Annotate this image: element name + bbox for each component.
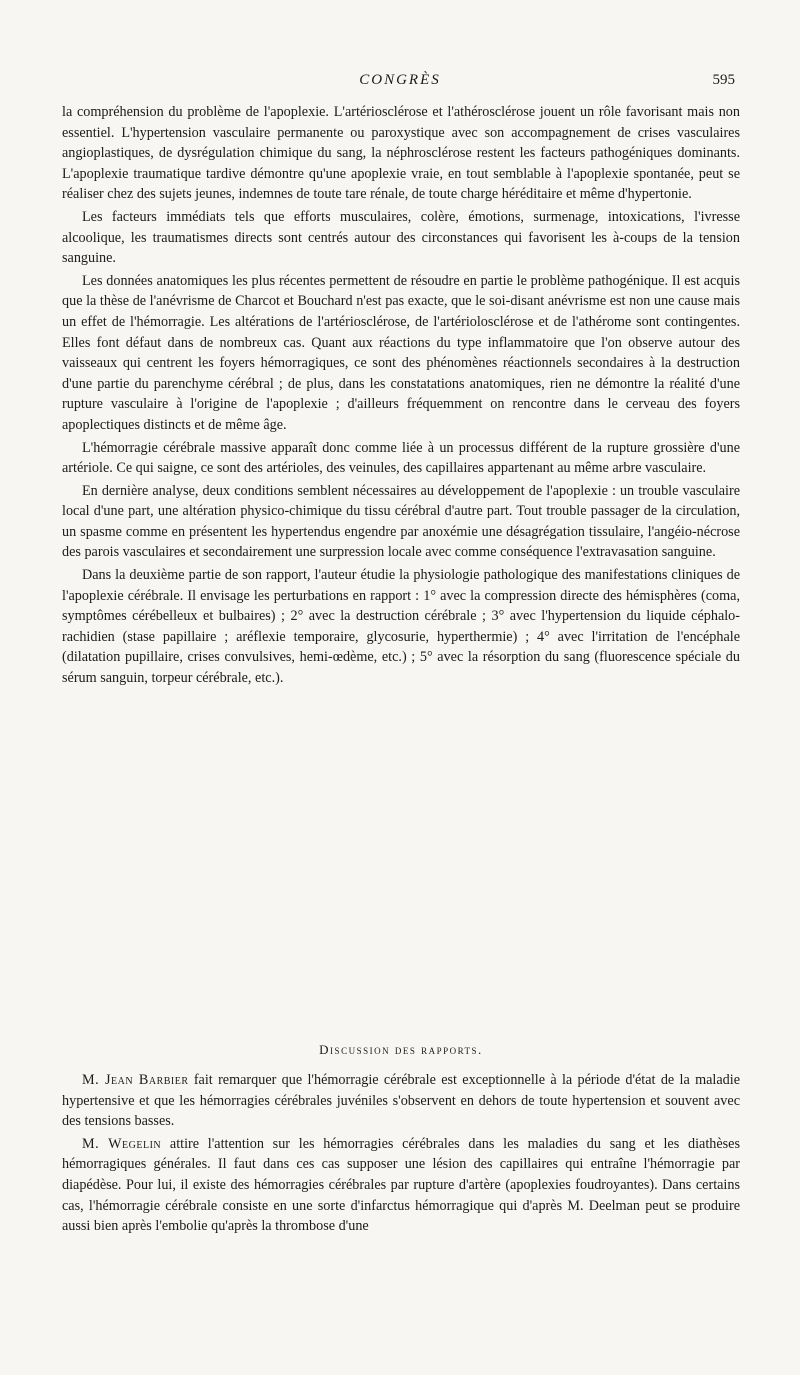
report-summary: [62, 102, 740, 691]
paragraph: En dernière analyse, deux conditions semblent nécessaires au développement de l'apoplexie : un trouble vasculaire local d'une part, une altération physico-chimique du tissu cérébral d'autre part. Tout trouble passager de la circulation, un spasme comme en présentent les hypertendus engendre par anoxémie une désagrégation tissulaire, l'angéio-nécrose des parois vasculaires et secondairement une surpression locale avec comme conséquence l'extravasation sanguine.: [62, 482, 740, 561]
speaker-name: M. Wegelin: [82, 1135, 162, 1152]
discussion-section: [62, 1070, 740, 1239]
paragraph: la compréhension du problème de l'apoplexie. L'artériosclérose et l'athérosclérose jouent un rôle favorisant mais non essentiel. L'hypertension vasculaire permanente ou paroxystique avec son accompagnement de crises vasculaires angioplastiques, de dysrégulation chimique du sang, la néphrosclérose restent les facteurs pathogéniques dominants. L'apoplexie traumatique tardive démontre qu'une apoplexie vraie, en tout semblable à l'apoplexie spontanée, peut se réaliser chez des sujets jeunes, indemnes de toute tare rénale, de toute charge héréditaire et même d'hypertonie.: [62, 104, 740, 203]
paragraph: Dans la deuxième partie de son rapport, l'auteur étudie la physiologie pathologique des manifestations cliniques de l'apoplexie cérébrale. Il envisage les perturbations en rapport : 1° avec la compression directe des hémisphères (coma, symptômes cérébelleux et bulbaires) ; 2° avec la destruction cérébrale ; 3° avec l'hypertension du liquide céphalo-rachidien (stase papillaire ; aréflexie temporaire, glycosurie, hyperthermie) ; 4° avec l'irritation de l'encéphale (dilatation pupillaire, crises convulsives, hemi-œdème, etc.) ; 5° avec la résorption du sang (fluorescence spéciale du sérum sanguin, torpeur cérébrale, etc.).: [62, 567, 740, 687]
paragraph: Les facteurs immédiats tels que efforts musculaires, colère, émotions, surmenage, intoxications, l'ivresse alcoolique, les traumatismes directs sont centrés autour des circonstances qui favorisent les à-coups de la tension sanguine.: [62, 208, 740, 267]
discussion-text: fait remarquer que l'hémorragie cérébrale est exceptionnelle à la période d'état de la maladie hypertensive et que les hémorragies cérébrales juvéniles s'observent en dehors de toute hypertension et souvent avec des tensions basses.: [62, 1072, 740, 1130]
page-header: [60, 72, 740, 94]
discussion-entry: [62, 1134, 740, 1237]
paragraph: L'hémorragie cérébrale massive apparaît donc comme liée à un processus différent de la rupture grossière d'une artériole. Ce qui saigne, ce sont des artérioles, des veinules, des capillaires appartenant au même arbre vasculaire.: [62, 439, 740, 477]
discussion-entry: [62, 1070, 740, 1132]
speaker-name: M. Jean Barbier: [82, 1072, 189, 1088]
page-number: 595: [712, 72, 735, 88]
discussion-text: attire l'attention sur les hémorragies cérébrales dans les maladies du sang et les diathèses hémorragiques générales. Il faut dans ces cas supposer une lésion des capillaires qui entraîne l'hémorragie par diapédèse. Pour lui, il existe des hémorragies cérébrales par rupture d'artère (apoplexies foudroyantes). Dans certains cas, l'hémorragie cérébrale consiste en une sorte d'infarctus hémorragique qui d'après M. Deelman peut se produire aussi bien après l'embolie qu'après la thrombose d'une: [62, 1135, 740, 1235]
paragraph: Les données anatomiques les plus récentes permettent de résoudre en partie le problème pathogénique. Il est acquis que la thèse de l'anévrisme de Charcot et Bouchard n'est pas exacte, que le soi-disant anévrisme est non une cause mais un effet de l'hémorragie. Les altérations de l'artériosclérose, de l'artériolosclérose et de l'athérome sont contingentes. Elles font défaut dans de nombreux cas. Quant aux réactions du type inflammatoire que l'on observe autour des vaisseaux qui centrent les foyers hémorragiques, ce sont des phénomènes réactionnels secondaires à la destruction d'une partie du parenchyme cérébral ; de plus, dans les constatations anatomiques, rien ne démontre la réalité d'une rupture vasculaire à l'origine de l'apoplexie ; d'ailleurs fréquemment on rencontre dans le cerveau des foyers apoplectiques distincts et de même âge.: [62, 272, 740, 433]
running-title: CONGRÈS: [359, 72, 441, 88]
section-heading: Discussion des rapports.: [319, 1042, 483, 1057]
